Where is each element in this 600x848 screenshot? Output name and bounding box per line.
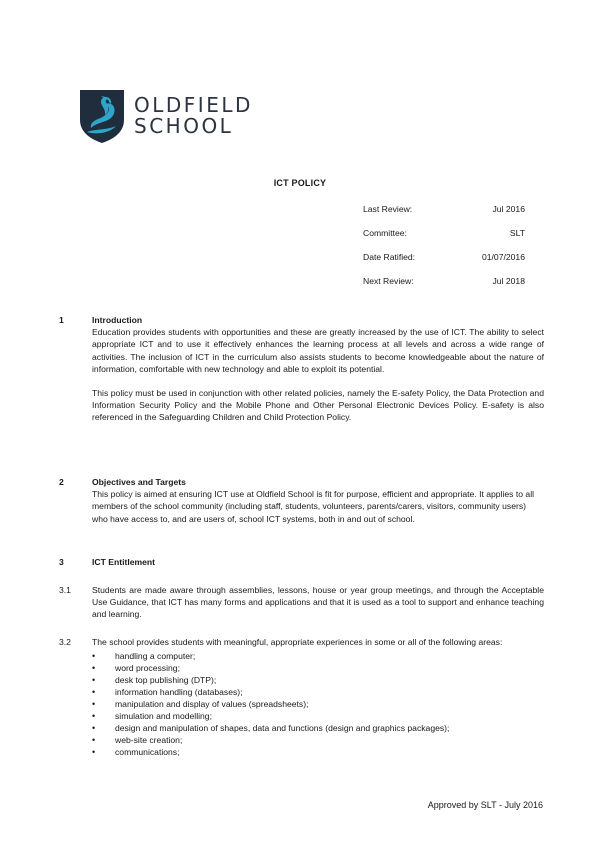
- school-logo: [78, 88, 253, 144]
- document-title: ICT POLICY: [273, 178, 327, 188]
- section-3-2: [59, 636, 544, 758]
- review-label: Committee:: [363, 228, 407, 238]
- paragraph: Education provides students with opportunities and these are greatly increased by the use of ICT. The ability to select appropriate ICT and to use it effectively enhances the learning process at all levels and across a wide range of activities. The inclusion of ICT in the curriculum also assists students to become knowledgeable about the nature of information, comfortable with new technology and able to exploit its potential.: [92, 327, 544, 374]
- list-item: • design and manipulation of shapes, data and functions (design and graphics packages);: [92, 722, 544, 734]
- section-number: 1: [59, 315, 64, 325]
- review-row-date-ratified: [363, 252, 525, 276]
- section-number: 3: [59, 557, 64, 567]
- section-objectives: [59, 476, 544, 525]
- section-introduction: [59, 314, 544, 424]
- list-item: • desk top publishing (DTP);: [92, 674, 544, 686]
- paragraph: The school provides students with meaningful, appropriate experiences in some or all of the following areas:: [92, 637, 503, 647]
- list-item: • information handling (databases);: [92, 686, 544, 698]
- swan-shield-icon: [78, 88, 126, 144]
- section-body: [92, 636, 544, 758]
- logo-line-1: OLDFIELD: [134, 93, 253, 117]
- review-row-next-review: [363, 276, 525, 300]
- review-value: Jul 2016: [492, 204, 525, 214]
- list-item: • manipulation and display of values (spreadsheets);: [92, 698, 544, 710]
- review-value: 01/07/2016: [481, 252, 525, 262]
- list-item: • word processing;: [92, 662, 544, 674]
- section-body: [92, 556, 544, 568]
- section-heading: Introduction: [92, 315, 143, 325]
- logo-line-2: SCHOOL: [134, 114, 234, 138]
- approval-footer: Approved by SLT - July 2016: [427, 800, 543, 810]
- review-details: [363, 204, 525, 300]
- section-ict-entitlement: [59, 556, 544, 568]
- review-label: Next Review:: [363, 276, 414, 286]
- logo-wordmark: [134, 95, 253, 137]
- list-item: • simulation and modelling;: [92, 710, 544, 722]
- review-row-committee: [363, 228, 525, 252]
- section-body: [92, 476, 544, 525]
- section-3-1: [59, 584, 544, 621]
- section-body: [92, 584, 544, 621]
- section-number: 3.2: [59, 637, 71, 647]
- section-number: 3.1: [59, 585, 71, 595]
- paragraph: This policy must be used in conjunction with other related policies, namely the E-safety Policy, the Data Protection and Information Security Policy and the Mobile Phone and Other Personal Electronic Devices Policy. E-safety is also referenced in the Safeguarding Children and Child Protection Policy.: [92, 388, 544, 423]
- review-label: Date Ratified:: [363, 252, 416, 262]
- section-heading: ICT Entitlement: [92, 557, 156, 567]
- paragraph: This policy is aimed at ensuring ICT use at Oldfield School is fit for purpose, efficient and appropriate. It applies to all members of the school community (including staff, students, volunteers, parents/carers, visitors, community users) who have access to, and are users of, school ICT systems, both in and out of school.: [92, 489, 535, 524]
- section-number: 2: [59, 477, 64, 487]
- review-value: Jul 2018: [492, 276, 525, 286]
- list-item: • web-site creation;: [92, 734, 544, 746]
- list-item: • communications;: [92, 746, 544, 758]
- review-value: SLT: [509, 228, 525, 238]
- section-heading: Objectives and Targets: [92, 477, 186, 487]
- list-item: • handling a computer;: [92, 650, 544, 662]
- section-body: [92, 314, 544, 424]
- bullet-list: [92, 650, 544, 758]
- review-label: Last Review:: [363, 204, 413, 214]
- paragraph: Students are made aware through assemblies, lessons, house or year group meetings, and through the Acceptable Use Guidance, that ICT has many forms and applications and that it is used as a tool to support and enhance teaching and learning.: [92, 585, 544, 620]
- review-row-last-review: [363, 204, 525, 228]
